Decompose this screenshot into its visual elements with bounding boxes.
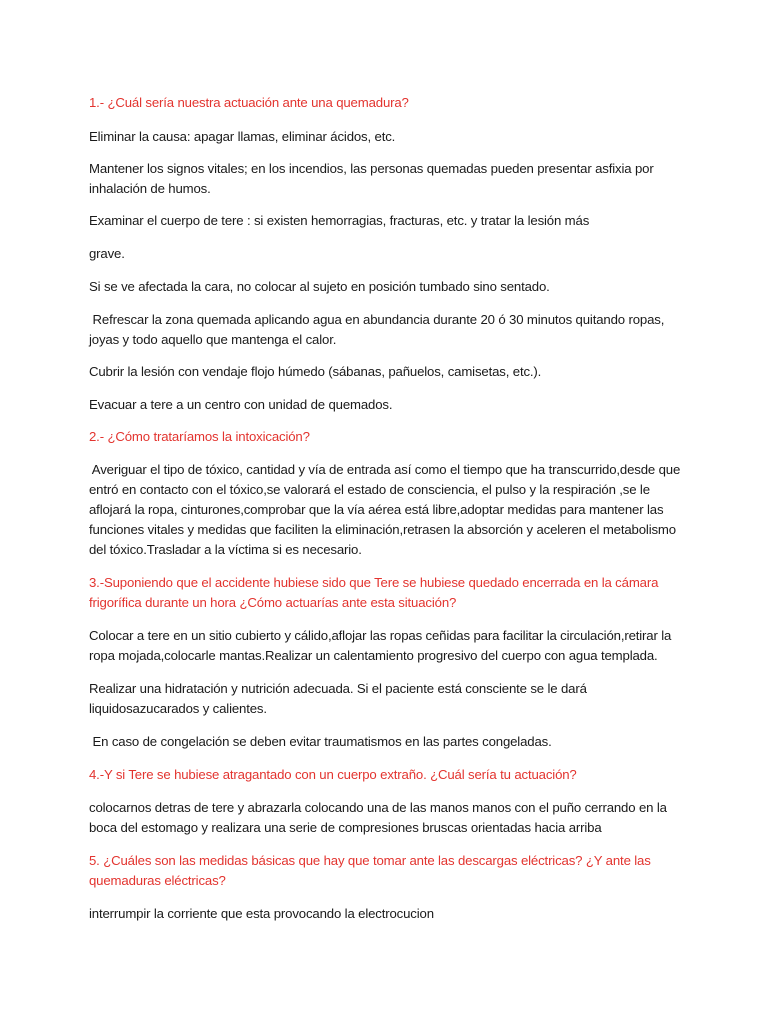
answer-3-item-3: En caso de congelación se deben evitar traumatismos en las partes congeladas. bbox=[89, 734, 552, 749]
answer-3-item-1-line-1: Colocar a tere en un sitio cubierto y cálido,aflojar las ropas ceñidas para facilitar la circulación,retirar la bbox=[89, 628, 672, 643]
answer-2-line-1: Averiguar el tipo de tóxico, cantidad y vía de entrada así como el tiempo que ha transcurrido,desde que bbox=[89, 462, 681, 477]
question-3-line-1: 3.-Suponiendo que el accidente hubiese sido que Tere se hubiese quedado encerrada en la cámara bbox=[89, 575, 659, 590]
answer-1-item-8: Evacuar a tere a un centro con unidad de quemados. bbox=[89, 397, 393, 412]
question-4: 4.-Y si Tere se hubiese atragantado con un cuerpo extraño. ¿Cuál sería tu actuación? bbox=[89, 767, 577, 782]
question-3-line-2: frigorífica durante un hora ¿Cómo actuarías ante esta situación? bbox=[89, 595, 457, 610]
answer-2-line-3: aflojará la ropa, cinturones,comprobar que la vía aérea está libre,adoptar medidas para mantener las bbox=[89, 502, 664, 517]
answer-2-line-5: del tóxico.Trasladar a la víctima si es necesario. bbox=[89, 542, 362, 557]
answer-1-item-4: grave. bbox=[89, 246, 125, 261]
answer-1-item-7: Cubrir la lesión con vendaje flojo húmedo (sábanas, pañuelos, camisetas, etc.). bbox=[89, 364, 542, 379]
answer-3-item-1-line-2: ropa mojada,colocarle mantas.Realizar un calentamiento progresivo del cuerpo con agua templada. bbox=[89, 648, 658, 663]
answer-4-line-1: colocarnos detras de tere y abrazarla colocando una de las manos manos con el puño cerrando en la bbox=[89, 800, 667, 815]
answer-1-item-2-line-2: inhalación de humos. bbox=[89, 181, 211, 196]
question-1: 1.- ¿Cuál sería nuestra actuación ante una quemadura? bbox=[89, 95, 409, 110]
answer-5: interrumpir la corriente que esta provocando la electrocucion bbox=[89, 906, 434, 921]
answer-3-item-2-line-2: liquidosazucarados y calientes. bbox=[89, 701, 267, 716]
answer-1-item-3: Examinar el cuerpo de tere : si existen hemorragias, fracturas, etc. y tratar la lesión más bbox=[89, 213, 590, 228]
answer-4-line-2: boca del estomago y realizara una serie de compresiones bruscas orientadas hacia arriba bbox=[89, 820, 602, 835]
answer-1-item-2-line-1: Mantener los signos vitales; en los incendios, las personas quemadas pueden presentar asfixia por bbox=[89, 161, 654, 176]
answer-3-item-2-line-1: Realizar una hidratación y nutrición adecuada. Si el paciente está consciente se le dará bbox=[89, 681, 587, 696]
answer-1-item-1: Eliminar la causa: apagar llamas, eliminar ácidos, etc. bbox=[89, 129, 396, 144]
answer-1-item-6-line-2: joyas y todo aquello que mantenga el calor. bbox=[89, 332, 337, 347]
answer-2-line-2: entró en contacto con el tóxico,se valorará el estado de consciencia, el pulso y la respiración ,se le bbox=[89, 482, 650, 497]
answer-1-item-6-line-1: Refrescar la zona quemada aplicando agua en abundancia durante 20 ó 30 minutos quitando ropas, bbox=[89, 312, 665, 327]
question-2: 2.- ¿Cómo trataríamos la intoxicación? bbox=[89, 429, 310, 444]
document-page bbox=[89, 93, 689, 924]
answer-2-line-4: funciones vitales y medidas que faciliten la eliminación,retrasen la absorción y aceleren el metabolismo bbox=[89, 522, 676, 537]
question-5-line-1: 5. ¿Cuáles son las medidas básicas que hay que tomar ante las descargas eléctricas? ¿Y ante las bbox=[89, 853, 651, 868]
question-5-line-2: quemaduras eléctricas? bbox=[89, 873, 226, 888]
answer-1-item-5: Si se ve afectada la cara, no colocar al sujeto en posición tumbado sino sentado. bbox=[89, 279, 550, 294]
